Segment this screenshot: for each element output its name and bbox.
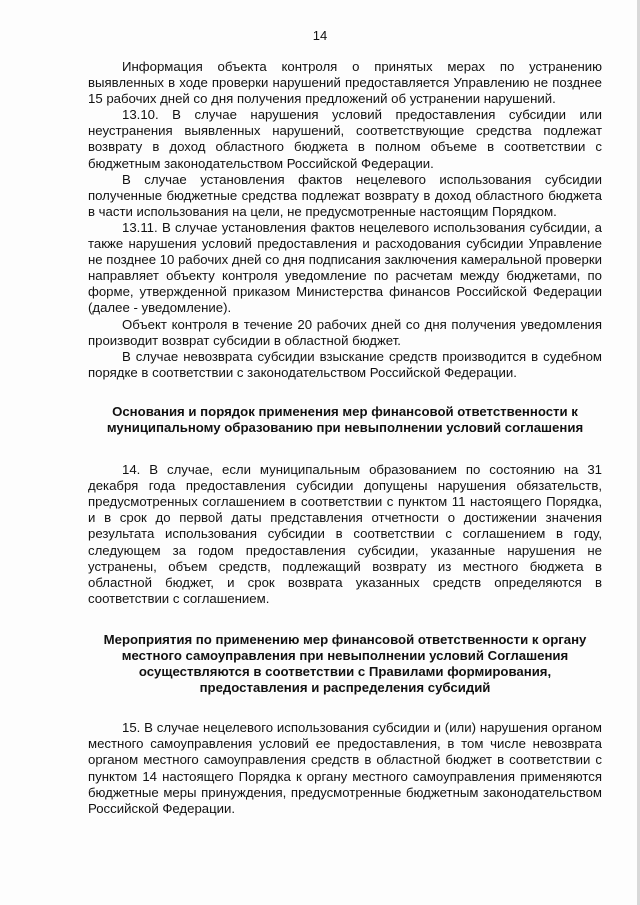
paragraph-refund-term: Объект контроля в течение 20 рабочих дней со дня получения уведомления производит возврат субсидии в областной бюджет. — [88, 316, 602, 348]
page-number: 14 — [312, 28, 328, 43]
paragraph-13-10: 13.10. В случае нарушения условий предоставления субсидии или неустранения выявленных нарушений, соответствующие средства подлежат возврату в доход областного бюджета в полном объеме в соответствии с бюджетным законодательством Российской Федерации. — [88, 107, 602, 171]
paragraph-control-info: Информация объекта контроля о принятых мерах по устранению выявленных в ходе проверки нарушений предоставляется Управлению не позднее 15 рабочих дней со дня получения предложений об устранении нарушений. — [88, 59, 602, 107]
paragraph-13-11: 13.11. В случае установления фактов нецелевого использования субсидии, а также нарушения условий предоставления и расходования субсидии Управление не позднее 10 рабочих дней со дня подписания заключения камеральной проверки направляет объекту контроля уведомление по расчетам между бюджетами, по форме, утвержденной приказом Министерства финансов Российской Федерации (далее - уведомление). — [88, 219, 602, 316]
paragraph-15: 15. В случае нецелевого использования субсидии и (или) нарушения органом местного самоуправления условий ее предоставления, в том числе невозврата органом местного самоуправления средств в областной бюджет в соответствии с пунктом 14 настоящего Порядка к органу местного самоуправления применяются бюджетные меры принуждения, предусмотренные бюджетным законодательством Российской Федерации. — [88, 720, 602, 816]
paragraph-misuse-return: В случае установления фактов нецелевого использования субсидии полученные бюджетные средства подлежат возврату в доход областного бюджета в части использования на цели, не предусмотренные настоящим Порядком. — [88, 171, 602, 219]
section-heading-financial-liability: Основания и порядок применения мер финансовой ответственности к муниципальному образованию при невыполнении условий соглашения — [106, 403, 584, 435]
paragraph-14: 14. В случае, если муниципальным образованием по состоянию на 31 декабря года предоставления субсидии допущены нарушения обязательств, предусмотренных соглашением в соответствии с пунктом 11 настоящего Порядка, и в срок до первой даты представления отчетности о достижении значения результата использования субсидии в соответствии с соглашением в году, следующем за годом предоставления субсидии, указанные нарушения не устранены, объем средств, подлежащий возврату из местного бюджета в областной бюджет, и срок возврата указанных средств определяются в соответствии с соглашением. — [88, 462, 602, 606]
section-heading-measures: Мероприятия по применению мер финансовой ответственности к органу местного самоуправления при невыполнении условий Соглашения осуществляются в соответствии с Правилами формирования, предоставления и распределения субсидий — [103, 631, 587, 696]
paragraph-court-recovery: В случае невозврата субсидии взыскание средств производится в судебном порядке в соответствии с законодательством Российской Федерации. — [88, 348, 602, 380]
